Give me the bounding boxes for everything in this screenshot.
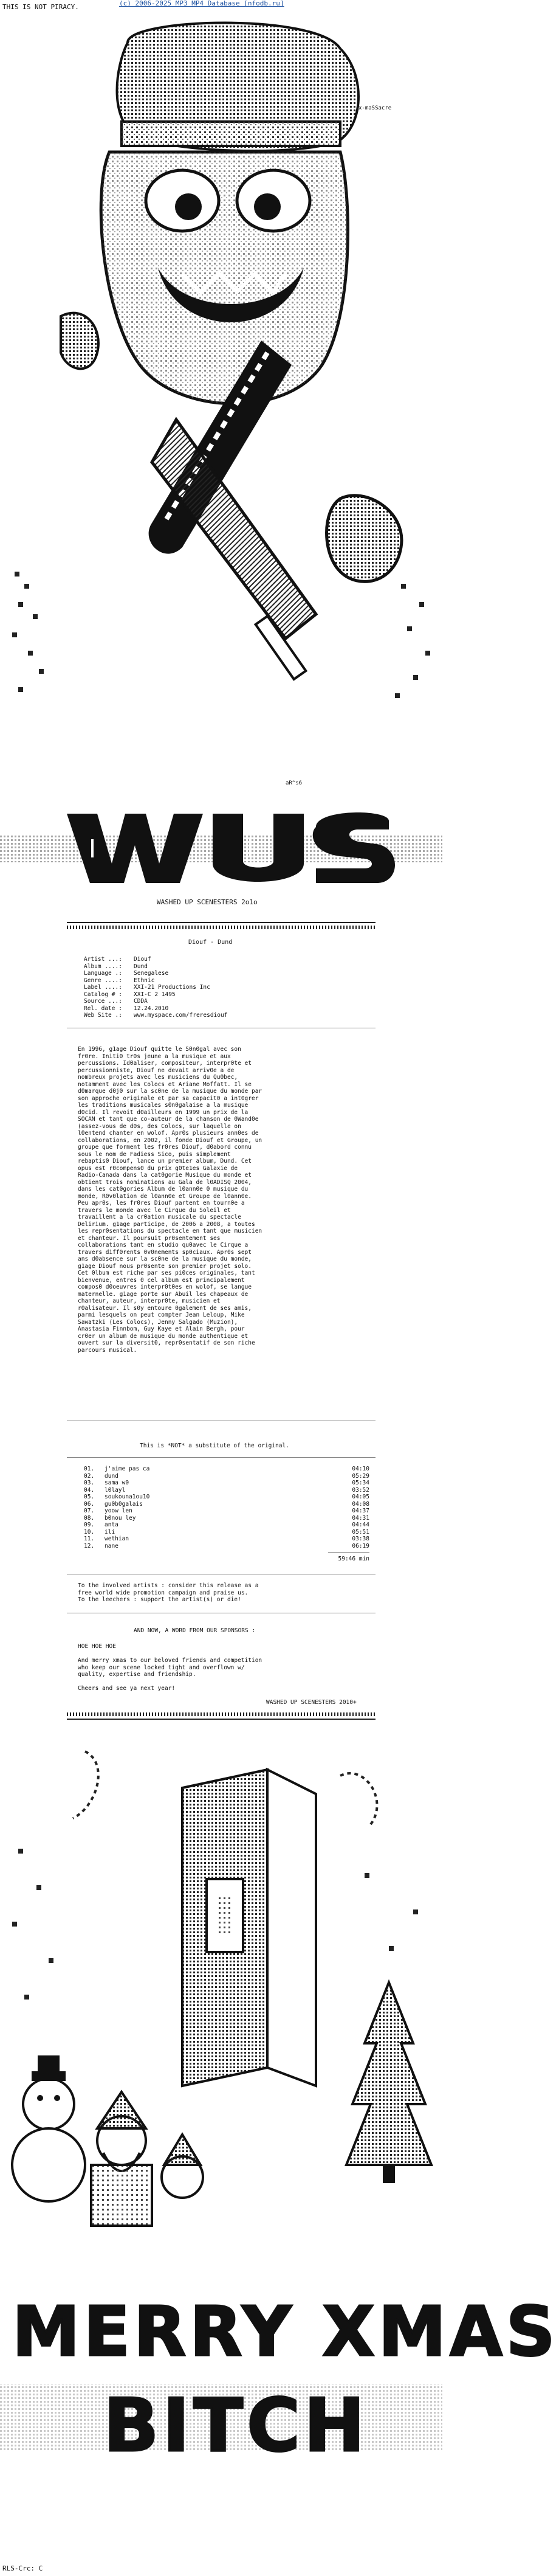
track-time: 03:38 xyxy=(352,1536,369,1542)
ascii-art-character-illustration xyxy=(0,0,442,803)
track-time: 03:52 xyxy=(352,1486,369,1494)
info-value[interactable]: www.myspace.com/freresdiouf xyxy=(134,1012,228,1019)
xmas-banner-line2: BITCH xyxy=(103,2384,369,2468)
track-title: sama w0 xyxy=(105,1480,129,1486)
track-row xyxy=(84,1536,369,1543)
frame-bottom-rule xyxy=(67,1719,376,1720)
logo-signature-top: x-maSSacre xyxy=(358,105,392,111)
track-row xyxy=(84,1522,369,1529)
track-row xyxy=(84,1543,369,1550)
track-row xyxy=(84,1501,369,1508)
info-value: Ethnic xyxy=(134,977,155,984)
track-num: 01. xyxy=(84,1466,95,1472)
info-row-artist xyxy=(84,956,351,963)
info-value: Dund xyxy=(134,963,148,970)
track-title: b0nou ley xyxy=(105,1514,136,1522)
track-title: anta xyxy=(105,1522,118,1528)
track-title: yoow len xyxy=(105,1508,132,1514)
info-key: Album ....: xyxy=(84,963,122,970)
track-num: 02. xyxy=(84,1472,95,1480)
track-num: 10. xyxy=(84,1528,95,1536)
track-num: 07. xyxy=(84,1508,95,1514)
track-title: soukouna1ou10 xyxy=(105,1494,150,1500)
tracklist xyxy=(84,1466,369,1549)
group-tagline: WASHED UP SCENESTERS 2o1o xyxy=(157,898,258,906)
footer-credit: RLS-Crc: C xyxy=(2,2564,43,2572)
info-value: CDDA xyxy=(134,998,148,1005)
info-key: Rel. date : xyxy=(84,1005,122,1012)
info-row-catalog xyxy=(84,991,351,999)
info-value: XXI-21 Productions Inc xyxy=(134,984,210,991)
copyright-link[interactable]: (c) 2006-2025 MP3 MP4 Database [nfodb.ru] xyxy=(119,0,284,7)
logo-signature-mid: aR^s6 xyxy=(286,780,303,786)
track-row xyxy=(84,1480,369,1487)
info-key: Artist ...: xyxy=(84,956,122,963)
release-title: Diouf - Dund xyxy=(188,939,233,946)
track-num: 03. xyxy=(84,1480,95,1486)
info-key: Source ...: xyxy=(84,998,122,1005)
track-title: j'aime pas ca xyxy=(105,1466,150,1472)
track-num: 04. xyxy=(84,1486,95,1494)
track-title: ili xyxy=(105,1528,115,1536)
ascii-art-christmas-scene xyxy=(0,1727,442,2299)
frame-top-rule xyxy=(67,922,376,923)
track-num: 05. xyxy=(84,1494,95,1500)
bio-text: En 1996, g1age Diouf quitte le S0n0gal avec son fr0re. Initi0 tr0s jeune a la musique et aux percussions. Id0aliser, compositeur, interpr0te et percussionniste, Diouf ne devait arriv0e a de nombreux projets avec les musiciens du Qu0bec, notamment avec les Colocs et Ariane Moffatt. Il se d0marque d0j0 sur la sc0ne de la musique du monde par son approche originale et par sa capacit0 a int0grer les traditions musicales s0n0galaise a la musique d0cid. Il revoit d0ailleurs en 1999 un prix de la SOCAN et tant que co-auteur de la chanson de 0Wand0e (assez-vous de d0s, des Colocs, sur laquelle on l0entend chanter en wolof. Apr0s plusieurs ann0es de collaborations, en 2002, il fonde Diouf et Groupe, un groupe que forment les fr0res Diouf, d0abord connu sous le nom de Fadiess Sico, puis simplement rebaptis0 Diouf, lance un premier album, Dund. Cet opus est r0compens0 du prix g0te1es Galaxie de Radio-Canada dans la cat0gorie Musique du monde et obtient trois nominations au Gala de l0ADISQ 2004, dans les cat0gories Album de l0ann0e 0 musique du monde, R0v0lation de l0ann0e et Groupe de l0ann0e. Peu apr0s, les fr0res Diouf partent en tourn0e a travers le monde avec le Cirque du Soleil et travaillent a la cr0ation musicale du spectacle Delirium. g1age participe, de 2006 a 2008, a toutes les repr0sentations du spectacle en tant que musicien et chanteur. Il poursuit pr0sentement ses collaborations tant en studio qu0avec le Cirque a travers diff0rents 0v0nements sp0ciaux. Apr0s sept ans d0absence sur la sc0ne de la musique du monde, g1age Diouf nous pr0sente son premier projet solo. Cet 0lbum est riche par ses pi0ces originales, tant bienvenue, entres 0 cel album est principalement compos0 d0oeuvres interpr0t0es en wolof, se langue maternelle. g1age porte sur Abuil les chapeaux de chanteur, auteur, interpr0te, musicien et r0alisateur. Il s0y entoure 0galement de ses amis, parmi lesquels on peut compter Jean Leloup, Mike Sawatzki (Les Colocs), Jenny Salgado (Muzion), Anastasia Finnbom, Guy Kaye et Alain Bergh, pour cr0er un album de musique du monde authentique et ouvert sur la diversit0, repr0sentatif de son riche parcours musical. xyxy=(78,1046,262,1354)
track-title: nane xyxy=(105,1542,118,1549)
info-value: XXI-C 2 1495 xyxy=(134,991,176,998)
release-info-table xyxy=(84,956,351,1019)
track-time: 04:37 xyxy=(352,1508,369,1514)
track-title: gu0b0galais xyxy=(105,1500,143,1508)
section-divider xyxy=(67,1457,376,1458)
track-title: l0layl xyxy=(105,1486,126,1494)
info-row-genre xyxy=(84,977,351,985)
track-time: 04:08 xyxy=(352,1500,369,1508)
track-row xyxy=(84,1487,369,1494)
track-num: 06. xyxy=(84,1500,95,1508)
info-row-website xyxy=(84,1012,351,1019)
info-row-album xyxy=(84,963,351,971)
top-notice: THIS IS NOT PIRACY. xyxy=(2,3,79,11)
info-value: 12.24.2010 xyxy=(134,1005,169,1012)
track-time: 05:34 xyxy=(352,1480,369,1486)
info-row-rel-date xyxy=(84,1005,351,1013)
track-num: 12. xyxy=(84,1542,95,1549)
track-row xyxy=(84,1494,369,1501)
signoff: WASHED UP SCENESTERS 2010+ xyxy=(266,1699,357,1706)
track-row xyxy=(84,1529,369,1536)
info-key: Web Site .: xyxy=(84,1012,122,1019)
outro-text: To the involved artists : consider this release as a free world wide promotion campaign and praise us. To the leechers : support the artist(s) or die! xyxy=(78,1582,259,1603)
total-divider xyxy=(328,1552,369,1553)
track-time: 04:31 xyxy=(352,1514,369,1522)
track-num: 08. xyxy=(84,1514,95,1522)
track-row xyxy=(84,1466,369,1473)
track-num: 09. xyxy=(84,1522,95,1528)
track-row xyxy=(84,1508,369,1515)
track-title: wethian xyxy=(105,1536,129,1542)
track-time: 06:19 xyxy=(352,1542,369,1549)
track-title: dund xyxy=(105,1472,118,1480)
track-row xyxy=(84,1515,369,1522)
track-row xyxy=(84,1473,369,1480)
track-time: 04:05 xyxy=(352,1494,369,1500)
total-time: 59:46 min xyxy=(338,1556,369,1562)
info-row-label xyxy=(84,984,351,991)
track-time: 04:10 xyxy=(352,1466,369,1472)
frame-bottom-dots xyxy=(67,1712,376,1716)
info-key: Catalog # : xyxy=(84,991,122,998)
info-row-source xyxy=(84,998,351,1005)
track-time: 04:44 xyxy=(352,1522,369,1528)
sponsor-text: HOE HOE HOE And merry xmas to our beloved friends and competition who keep our scene locked tight and overflown w/ quality, expertise and friendship. Cheers and see ya next year! xyxy=(78,1643,262,1692)
sponsor-header: AND NOW, A WORD FROM OUR SPONSORS : xyxy=(134,1627,256,1634)
info-key: Label ....: xyxy=(84,984,122,991)
info-row-language xyxy=(84,970,351,977)
group-logo xyxy=(0,803,442,894)
frame-top-dots xyxy=(67,926,376,929)
info-value: Senegalese xyxy=(134,970,169,977)
info-key: Genre ....: xyxy=(84,977,122,984)
track-num: 11. xyxy=(84,1536,95,1542)
track-time: 05:29 xyxy=(352,1472,369,1480)
track-time: 05:51 xyxy=(352,1528,369,1536)
notice-text: This is *NOT* a substitute of the original. xyxy=(140,1442,289,1449)
info-key: Language .: xyxy=(84,970,122,977)
info-value: Diouf xyxy=(134,956,151,963)
xmas-banner-line1: MERRY XMAS xyxy=(12,2293,559,2372)
